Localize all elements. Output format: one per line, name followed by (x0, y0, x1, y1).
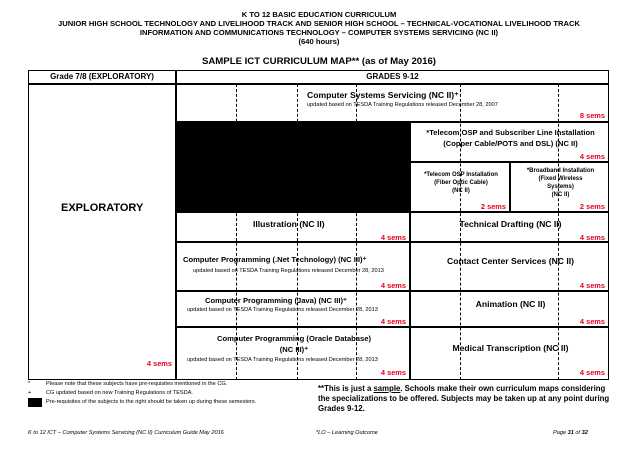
note-sample: sample (373, 384, 401, 393)
semester-guide-line (460, 84, 461, 380)
drafting-title: Technical Drafting (NC II) (459, 219, 562, 229)
java-sems: 4 sems (380, 317, 406, 326)
illustration-cell (176, 212, 410, 242)
semester-guide-line (356, 84, 357, 380)
doc-header-line4: (640 hours) (298, 37, 340, 46)
exploratory-cell (28, 84, 176, 380)
legend-plus-symbol: + (28, 390, 32, 396)
broadband-line2: (Fixed Wireless (538, 176, 583, 182)
java-sub: updated based on TESDA Training Regulations released December 28, 2013 (187, 307, 378, 313)
column-header-grades-9-12: GRADES 9-12 (176, 70, 609, 84)
dotnet-sub: updated based on TESDA Training Regulations released December 28, 2013 (193, 268, 384, 274)
css-sub: updated based on TESDA Training Regulations released December 28, 2007 (307, 102, 498, 108)
page-prefix: Page (553, 430, 568, 436)
dotnet-title: Computer Programming (.Net Technology) (NC III)⁺ (183, 255, 367, 264)
legend-plus-text: CG updated based on new Training Regulations of TESDA. (46, 390, 193, 396)
doc-header-line3: INFORMATION AND COMMUNICATIONS TECHNOLOGY – COMPUTER SYSTEMS SERVICING (NC II) (139, 28, 499, 37)
exploratory-sems: 4 sems (146, 359, 172, 368)
contact-sems: 4 sems (579, 281, 605, 290)
fiber-line1: *Telecom OSP Installation (424, 172, 498, 178)
legend-star-symbol: * (28, 381, 31, 387)
java-title: Computer Programming (Java) (NC III)⁺ (205, 296, 347, 305)
semester-guide-line (236, 84, 237, 380)
legend-black-swatch (28, 398, 42, 407)
animation-title: Animation (NC II) (475, 299, 546, 309)
illustration-title: Illustration (NC II) (253, 219, 325, 229)
telecom-title2: (Copper Cable/POTS and DSL) (NC II) (443, 139, 578, 148)
medical-title: Medical Transcription (NC II) (452, 343, 569, 353)
column-header-grade-7-8: Grade 7/8 (EXPLORATORY) (28, 70, 176, 84)
footer-center: *LO – Learning Outcome (316, 430, 378, 436)
illustration-sems: 4 sems (380, 233, 406, 242)
note-prefix: **This is just a (318, 384, 374, 393)
legend-star-text: Please note that these subjects have pre-requisites mentioned in the CG. (46, 381, 228, 387)
telecom-title1: *Telecom OSP and Subscriber Line Installation (426, 128, 595, 137)
oracle-sems: 4 sems (380, 368, 406, 377)
medical-cell (410, 327, 609, 380)
broadband-line1: *Broadband Installation (526, 168, 595, 174)
telecom-cell (410, 122, 609, 162)
page-number (553, 430, 588, 436)
sample-note (318, 384, 610, 414)
page-mid: of (573, 430, 582, 436)
fiber-sems: 2 sems (480, 202, 506, 211)
telecom-sems: 4 sems (579, 152, 605, 161)
contact-cell (410, 242, 609, 291)
css-cell (176, 84, 609, 122)
prerequisite-black-block (176, 122, 410, 212)
drafting-sems: 4 sems (579, 233, 605, 242)
doc-header-line1: K TO 12 BASIC EDUCATION CURRICULUM (241, 10, 397, 19)
contact-title: Contact Center Services (NC II) (446, 256, 575, 266)
oracle-title1: Computer Programming (Oracle Database) (216, 334, 372, 343)
fiber-line2: (Fiber Optic Cable) (434, 180, 488, 186)
exploratory-label: EXPLORATORY (61, 202, 144, 214)
drafting-cell (410, 212, 609, 242)
oracle-sub: updated based on TESDA Training Regulations released December 28, 2013 (187, 357, 378, 363)
fiber-line3: (NC II) (452, 188, 470, 194)
note-rest: . Schools make their own curriculum maps considering the specializations to be offered. Subjects may be taken up at any point during Grades 9-12. (318, 384, 610, 413)
oracle-title2: (NC III)⁺ (279, 345, 309, 354)
page-current: 31 (567, 430, 574, 436)
semester-guide-line (558, 84, 559, 380)
dotnet-sems: 4 sems (380, 281, 406, 290)
legend-black-text: Pre-requisites of the subjects to the right should be taken up during these semesters. (46, 399, 257, 405)
css-sems: 8 sems (579, 111, 605, 120)
doc-header-line2: JUNIOR HIGH SCHOOL TECHNOLOGY AND LIVELIHOOD TRACK AND SENIOR HIGH SCHOOL – TECHNICAL-VOCATIONAL LIVELIHOOD TRACK (58, 19, 580, 28)
broadband-line3: Systems) (547, 184, 574, 190)
animation-cell (410, 291, 609, 327)
semester-guide-line (297, 84, 298, 380)
java-cell (176, 291, 410, 327)
map-title: SAMPLE ICT CURRICULUM MAP** (as of May 2016) (201, 56, 436, 67)
css-title: Computer Systems Servicing (NC II)⁺ (307, 90, 459, 100)
animation-sems: 4 sems (579, 317, 605, 326)
medical-sems: 4 sems (579, 368, 605, 377)
footer-left: K to 12 ICT – Computer Systems Servicing (NC II) Curriculum Guide May 2016 (28, 430, 224, 436)
broadband-sems: 2 sems (579, 202, 605, 211)
oracle-cell (176, 327, 410, 380)
page-total: 32 (581, 430, 588, 436)
dotnet-cell (176, 242, 410, 291)
broadband-line4: (NC II) (551, 192, 570, 198)
broadband-cell (510, 162, 609, 212)
